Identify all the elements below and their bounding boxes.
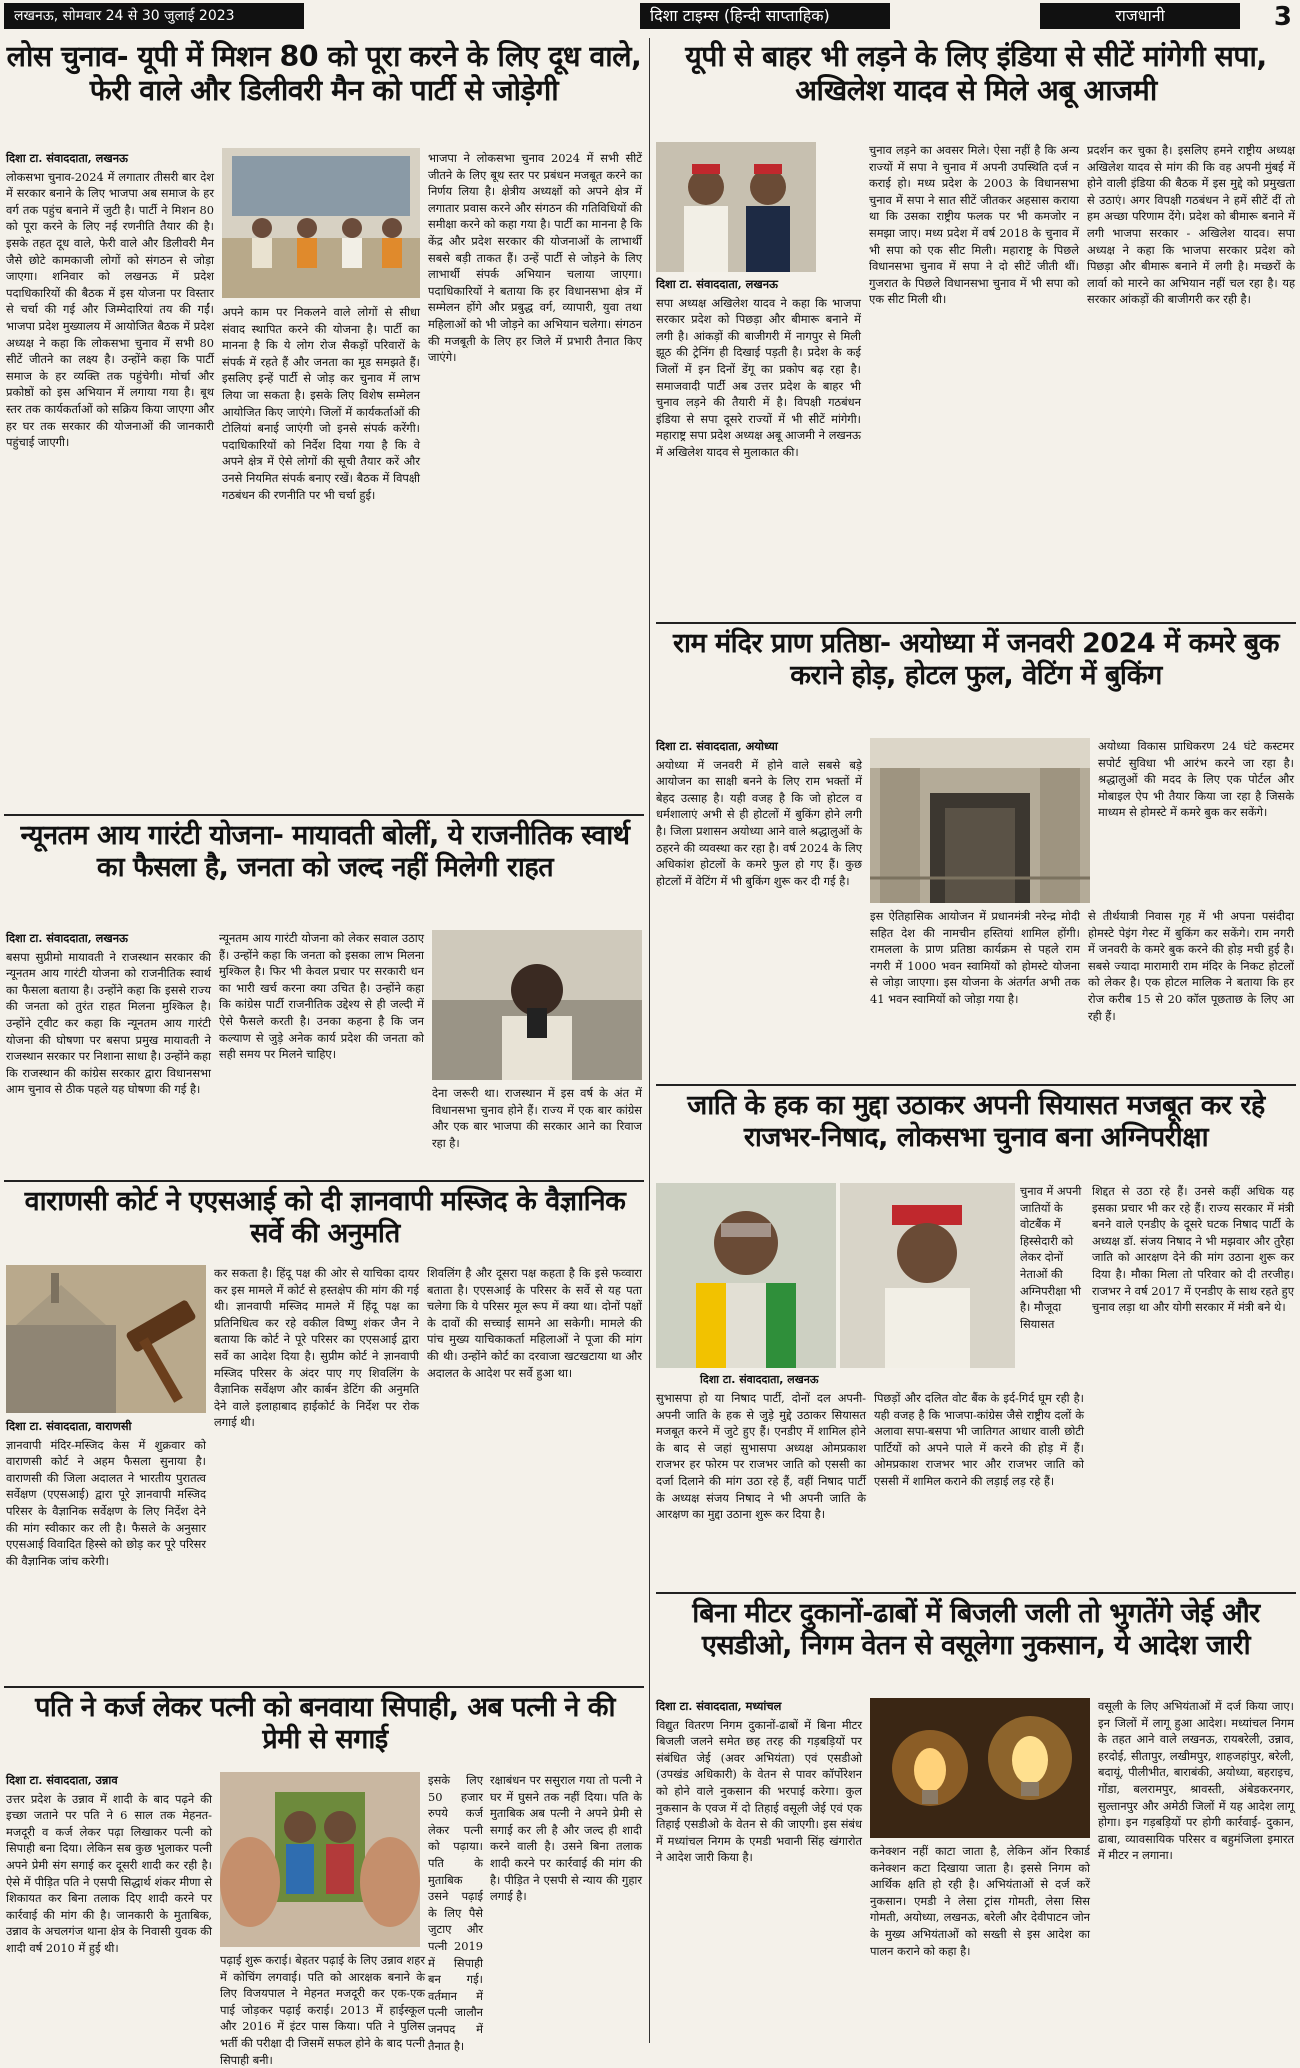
article6-column-1: [656, 1390, 866, 1585]
article1-photo: [222, 148, 420, 298]
masthead-strip: [0, 0, 1300, 36]
section-divider-4: [656, 622, 1296, 624]
article3-headline: राम मंदिर प्राण प्रतिष्ठा- अयोध्या में जनवरी 2024 में कमरे बुक कराने होड़, होटल फुल, वेटिंग में बुकिंग: [672, 628, 1280, 691]
section-label: राजधानी: [1040, 3, 1240, 29]
article1-text-1: लोकसभा चुनाव-2024 में लगातार तीसरी बार देश में सरकार बनाने के लिए भाजपा अब समाज के हर वर्ग तक पहुंच बनाने में जुटी है। पार्टी ने मिशन 80 को पूरा करने के लिए नई रणनीति तैयार की है। इसके तहत दूध वाले, फेरी वाले और डिलीवरी मैन जैसे छोटे कामकाजी लोगों को संगठन से जोड़ा जाएगा। शनिवार को लखनऊ में प्रदेश पदाधिकारियों की बैठक में इस योजना पर विस्तार से चर्चा की गई और जिम्मेदारियां तय की गईं। भाजपा प्रदेश मुख्यालय में आयोजित बैठक में प्रदेश अध्यक्ष ने कहा कि लोकसभा चुनाव में सभी 80 सीटें जीतने का लक्ष्य है। उन्होंने कहा कि पार्टी समाज के हर व्यक्ति तक पहुंचेगी। मोर्चा और प्रकोष्ठों को इस अभियान में लगाया गया है। बूथ स्तर तक कार्यकर्ताओं को सक्रिय किया जाएगा और हर घर तक सरकार की योजनाओं की जानकारी पहुंचाई जाएगी।: [6, 169, 214, 450]
article7-photo: [220, 1772, 420, 1947]
article8-dateline: दिशा टा. संवाददाता, मध्यांचल: [656, 1699, 782, 1713]
article6-column-side: [1020, 1183, 1086, 1383]
article4-column-3: [432, 1085, 642, 1175]
article4-dateline: दिशा टा. संवाददाता, लखनऊ: [6, 931, 128, 945]
paper-name: दिशा टाइम्स (हिन्दी साप्ताहिक): [640, 3, 890, 29]
leaders-photo-icon: [656, 142, 816, 272]
court-gavel-photo-icon: [6, 1265, 206, 1413]
article8-photo: [870, 1698, 1090, 1838]
article7-text-4: रक्षाबंधन पर ससुराल गया तो पत्नी ने घर में घुसने तक नहीं दिया। पति के मुताबिक अब पत्नी ने अपने प्रेमी से सगाई कर ली है और जल्द ही शादी करने वाली है। उसने बिना तलाक शादी करने पर कार्रवाई की मांग की है। पीड़ित ने एसपी से न्याय की गुहार लगाई है।: [490, 1773, 642, 1904]
article5-column-3: [427, 1265, 642, 1680]
article2-text-2: चुनाव लड़ने का अवसर मिले। ऐसा नहीं है कि अन्य राज्यों में सपा ने चुनाव में अपनी उपस्थिति दर्ज न कराई हो। मध्य प्रदेश के 2003 के विधानसभा चुनाव में सपा ने सात सीटें जीतकर अहसास कराया था कि उसका राष्ट्रीय फलक पर भी कमजोर न समझा जाए। मध्य प्रदेश में वर्ष 2018 के चुनाव में भी सपा को एक सीट मिली। महाराष्ट्र के पिछले विधानसभा चुनाव में सपा ने दो सीटें जीती थीं। गुजरात के पिछले विधानसभा चुनाव में भी सपा को एक सीट मिली थी।: [869, 143, 1079, 307]
article2-dateline: दिशा टा. संवाददाता, लखनऊ: [656, 277, 778, 291]
couple-photo-icon: [220, 1772, 420, 1947]
article7-text-2: इसके लिए 50 हजार रुपये कर्ज लेकर पत्नी को पढ़ाया। पति के मुताबिक उसने पढ़ाई के लिए पैसे जुटाए और पत्नी 2019 में सिपाही बन गई। वर्तमान में पत्नी जालौन जनपद में तैनात है।: [428, 1773, 483, 2053]
section-divider-2: [4, 1180, 644, 1182]
article6-dateline: दिशा टा. संवाददाता, लखनऊ: [700, 1373, 819, 1386]
article1-dateline: दिशा टा. संवाददाता, लखनऊ: [6, 151, 128, 165]
article7-headline: पति ने कर्ज लेकर पत्नी को बनवाया सिपाही, अब पत्नी ने की प्रेमी से सगाई: [35, 1692, 615, 1755]
article2-column-1: [656, 276, 861, 616]
article3-text-3: इस ऐतिहासिक आयोजन में प्रधानमंत्री नरेन्द्र मोदी सहित देश की नामचीन हस्तियां शामिल होंगी। रामलला के प्राण प्रतिष्ठा कार्यक्रम से पहले राम नगरी में 1000 भवन स्वामियों को होमस्टे योजना से जोड़ा जाएगा। इस योजना के अंतर्गत अभी तक 41 भवन स्वामियों को जोड़ा गया है।: [870, 909, 1080, 1006]
article1-text-2: अपने काम पर निकलने वाले लोगों से सीधा संवाद स्थापित करने की योजना है। पार्टी का मानना है कि ये लोग रोज सैकड़ों परिवारों के संपर्क में रहते हैं और जनता का मूड समझते हैं। इसलिए इन्हें पार्टी से जोड़ कर चुनाव में लाभ लिया जा सकता है। इसके लिए विशेष सम्मेलन आयोजित किए जाएंगे। जिलों में कार्यकर्ताओं की टोलियां बनाई जाएंगी जो इनसे संपर्क करेंगी। पदाधिकारियों को निर्देश दिया गया है कि वे अपने क्षेत्र में ऐसे लोगों की सूची तैयार करें और उनसे नियमित संपर्क बनाए रखें। बैठक में विपक्षी गठबंधन की रणनीति पर भी चर्चा हुई।: [222, 305, 420, 502]
bulb-photo-icon: [870, 1698, 1090, 1838]
article7-dateline: दिशा टा. संवाददाता, उन्नाव: [6, 1773, 118, 1787]
leader-rajbhar-photo-icon: [656, 1183, 836, 1368]
article6-text-side: चुनाव में अपनी जातियों के वोटबैंक में हिस्सेदारी को लेकर दोनों नेताओं की अग्निपरीक्षा भी है। मौजूदा सियासत: [1020, 1184, 1082, 1331]
article6-column-2: [874, 1390, 1084, 1585]
article6-text-2: पिछड़ों और दलित वोट बैंक के इर्द-गिर्द घूम रही है। यही वजह है कि भाजपा-कांग्रेस जैसे राष्ट्रीय दलों के अलावा सपा-बसपा भी जातिगत आधार वाली छोटी पार्टियों को अपने पाले में करने की होड़ में हैं। ओमप्रकाश राजभर भार और राजभर जाति को एससी में शामिल कराने की लड़ाई लड़ रहे हैं।: [874, 1391, 1084, 1488]
article1-column-1: [6, 150, 214, 810]
article5-text-2: कर सकता है। हिंदू पक्ष की ओर से याचिका दायर कर इस मामले में कोर्ट से हस्तक्षेप की मांग की गई थी। ज्ञानवापी मस्जिद मामले में हिंदू पक्ष का प्रतिनिधित्व कर रहे वकील विष्णु शंकर जैन ने बताया कि कोर्ट ने पूरे परिसर का एएसआई द्वारा सर्वे का आदेश दिया है। सुप्रीम कोर्ट ने ज्ञानवापी मस्जिद परिसर के अंदर पाए गए शिवलिंग के वैज्ञानिक सर्वेक्षण और कार्बन डेटिंग की अनुमति देने वाले इलाहाबाद हाईकोर्ट के निर्देश पर रोक लगाई थी।: [214, 1266, 419, 1430]
article3-text-2: अयोध्या विकास प्राधिकरण 24 घंटे कस्टमर सपोर्ट सुविधा भी आरंभ करने जा रहा है। श्रद्धालुओं की मदद के लिए एक पोर्टल और मोबाइल ऐप भी तैयार किया जा रहा है जिसके माध्यम से होमस्टे में कमरे बुक कर सकेंगे।: [1098, 739, 1294, 820]
article8-column-2: [870, 1843, 1090, 2044]
article4-column-2: [219, 930, 424, 1175]
article4-photo: [432, 930, 642, 1080]
article3-photo: [870, 738, 1090, 903]
article3-column-2: [1098, 738, 1294, 903]
article7-column-4: [490, 1772, 642, 2044]
page-number: 3: [1273, 2, 1292, 32]
article5-photo: [6, 1265, 206, 1413]
article7-column-1: [6, 1772, 212, 2044]
article1-column-3: [428, 150, 642, 810]
article3-column-3: [870, 908, 1080, 1078]
article6-text-3: शिद्दत से उठा रहे हैं। उनसे कहीं अधिक यह इसका प्रचार भी कर रहे हैं। राज्य सरकार में मंत्री बनने वाले एनडीए के दूसरे घटक निषाद पार्टी के अध्यक्ष डॉ. संजय निषाद ने भी मझवार और तुरैहा जाति को आरक्षण देने की मांग उठाना शुरू कर दिया है। मौका मिला तो परिवार को दी तरजीह। राजभर ने वर्ष 2017 में एनडीए के साथ रहते हुए चुनाव लड़ा था और योगी सरकार में मंत्री बने थे।: [1092, 1184, 1294, 1315]
article2-column-2: [869, 142, 1079, 616]
section-divider: [4, 814, 644, 816]
article1-column-2: [222, 304, 420, 809]
article8-column-1: [656, 1698, 862, 2044]
article4-text-2: न्यूनतम आय गारंटी योजना को लेकर सवाल उठाए हैं। उन्होंने कहा कि जनता को इसका लाभ मिलना मुश्किल है। फिर भी केवल प्रचार पर सरकारी धन का भारी खर्च करना क्या उचित है। उन्होंने कहा कि कांग्रेस पार्टी राजनीतिक उद्देश्य से ही जल्दी में ऐसे फैसले करती है। उनका कहना है कि जन कल्याण से जुड़े अनेक कार्य प्रदेश की जनता को सही समय पर मिलने चाहिए।: [219, 931, 424, 1062]
article8-headline: बिना मीटर दुकानों-ढाबों में बिजली जली तो भुगतेंगे जेई और एसडीओ, निगम वेतन से वसूलेगा नुकसान, ये आदेश जारी: [692, 1598, 1260, 1661]
article6-headline: जाति के हक का मुद्दा उठाकर अपनी सियासत मजबूत कर रहे राजभर-निषाद, लोकसभा चुनाव बना अग्निपरीक्षा: [687, 1090, 1265, 1153]
article2-column-3: [1087, 142, 1295, 616]
article7-column-2: [428, 1772, 483, 2053]
article5-text-1: ज्ञानवापी मंदिर-मस्जिद केस में शुक्रवार को वाराणसी कोर्ट ने अहम फैसला सुनाया है। वाराणसी की जिला अदालत ने भारतीय पुरातत्व सर्वेक्षण (एएसआई) द्वारा पूरे ज्ञानवापी मस्जिद परिसर के वैज्ञानिक सर्वेक्षण के लिए निर्देश देने की मांग स्वीकार कर ली है। फैसले के अनुसार एएसआई विवादित हिस्से को छोड़ कर पूरे परिसर की वैज्ञानिक जांच करेगी।: [6, 1437, 206, 1568]
article2-photo: [656, 142, 816, 272]
temple-photo-icon: [870, 738, 1090, 903]
meeting-photo-icon: [222, 148, 420, 298]
article6-photo-2: [840, 1183, 1015, 1368]
article8-column-3: [1098, 1698, 1294, 2044]
article2-text-1: सपा अध्यक्ष अखिलेश यादव ने कहा कि भाजपा सरकार प्रदेश को पिछड़ा और बीमारू बनाने में लगी है। आंकड़ों की बाजीगरी में नागपुर से मिली झूठ की ट्रेनिंग ही दिखाई पड़ती है। प्रदेश के कई जिलों में इन दिनों डेंगू का प्रकोप बढ़ रहा है। समाजवादी पार्टी अब उत्तर प्रदेश के बाहर भी चुनाव लड़ने की तैयारी में है। विपक्षी गठबंधन इंडिया से सपा दूसरे राज्यों में भी सीटें मांगेगी। महाराष्ट्र सपा प्रदेश अध्यक्ष अबू आजमी ने लखनऊ में अखिलेश यादव से मुलाकात की।: [656, 295, 861, 459]
article7-text-3: पढ़ाई शुरू कराई। बेहतर पढ़ाई के लिए उन्नाव शहर में कोचिंग लगवाई। पति को आरक्षक बनाने के लिए विजयपाल ने मेहनत मजदूरी कर एक-एक पाई जोड़कर पढ़ाई कराई। 2013 में हाईस्कूल और 2016 में इंटर पास किया। पति ने पुलिस भर्ती की परीक्षा दी जिसमें सफल होने के बाद पत्नी सिपाही बनी।: [220, 1953, 425, 2067]
section-divider-3: [4, 1686, 644, 1688]
article5-dateline: दिशा टा. संवाददाता, वाराणसी: [6, 1419, 132, 1433]
article4-text-1: बसपा सुप्रीमो मायावती ने राजस्थान सरकार की न्यूनतम आय गारंटी योजना को राजनीतिक स्वार्थ का फैसला बताया है। उन्होंने कहा कि इससे राज्य की जनता को तुरंत राहत मिलना मुश्किल है। उन्होंने ट्वीट कर कहा कि न्यूनतम आय गारंटी योजना की घोषणा पर बसपा प्रमुख मायावती ने राजस्थान सरकार पर निशाना साधा है। उन्होंने कहा कि राजस्थान की कांग्रेस सरकार द्वारा विधानसभा आम चुनाव से ठीक पहले यह घोषणा की गई है।: [6, 949, 211, 1097]
article5-headline: वाराणसी कोर्ट ने एएसआई को दी ज्ञानवापी मस्जिद के वैज्ञानिक सर्वे की अनुमति: [24, 1186, 626, 1249]
section-divider-6: [656, 1592, 1296, 1594]
article8-text-2: कनेक्शन नहीं काटा जाता है, लेकिन ऑन रिकार्ड कनेक्शन कटा दिखाया जाता है। इससे निगम को आर्थिक क्षति हो रही है। अभियंताओं से दर्ज करें नुकसान। एमडी ने लेसा ट्रांस गोमती, लेसा सिस गोमती, अयोध्या, लखनऊ, बरेली और देवीपाटन जोन के मुख्य अभियंताओं को सख्ती से इस आदेश का पालन कराने को कहा है।: [870, 1844, 1090, 1958]
section-divider-5: [656, 1084, 1296, 1086]
issue-date-strip: लखनऊ, सोमवार 24 से 30 जुलाई 2023: [4, 3, 304, 29]
article5-column-1: [6, 1418, 206, 1680]
article2-headline: यूपी से बाहर भी लड़ने के लिए इंडिया से सीटें मांगेगी सपा, अखिलेश यादव से मिले अबू आजमी: [685, 40, 1267, 107]
article4-column-1: [6, 930, 211, 1175]
article6-photo-1: [656, 1183, 836, 1368]
article3-text-4: से तीर्थयात्री निवास गृह में भी अपना पसंदीदा होमस्टे पेइंग गेस्ट में बुकिंग कर सकेंगे। राम नगरी में जनवरी के कमरे बुक करने की होड़ मची हुई है। सबसे ज्यादा मारामारी राम मंदिर के निकट होटलों को लेकर है। एक होटल मालिक ने बताया कि हर रोज करीब 15 से 20 कॉल पूछताछ के लिए आ रही हैं।: [1088, 909, 1294, 1023]
article4-text-3: देना जरूरी था। राजस्थान में इस वर्ष के अंत में विधानसभा चुनाव होने हैं। राज्य में एक बार कांग्रेस और एक बार भाजपा की सरकार आने का रिवाज रहा है।: [432, 1086, 642, 1150]
article3-dateline: दिशा टा. संवाददाता, अयोध्या: [656, 739, 778, 753]
article6-text-1: सुभासपा हो या निषाद पार्टी, दोनों दल अपनी-अपनी जाति के हक से जुड़े मुद्दे उठाकर सियासत मजबूत करने में जुटे हुए हैं। एनडीए में शामिल होने के बाद से जहां सुभासपा अध्यक्ष ओमप्रकाश राजभर हर फोरम पर राजभर जाति को एससी का दर्जा दिलाने की मांग उठा रहे हैं, वहीं निषाद पार्टी के अध्यक्ष संजय निषाद ने भी अपनी जाति के आरक्षण का मुद्दा उठाना शुरू कर दिया है।: [656, 1391, 866, 1522]
article6-column-3: [1092, 1183, 1294, 1585]
article3-column-4: [1088, 908, 1294, 1078]
article2-text-3: प्रदर्शन कर चुका है। इसलिए हमने राष्ट्रीय अध्यक्ष अखिलेश यादव से मांग की कि वह अपनी मुंबई में होने वाली इंडिया की बैठक में इस मुद्दे को प्रमुखता से उठाएं। अगर विपक्षी गठबंधन ने हमें सीटें दीं तो हम अच्छा परिणाम देंगे। प्रदेश को बीमारू बनाने में लगी भाजपा सरकार - अखिलेश यादव। सपा अध्यक्ष ने कहा कि भाजपा सरकार प्रदेश को पिछड़ा और बीमारू बनाने में लगी है। मच्छरों के लार्वा को मारने का अभियान नहीं चल रहा है। यह सरकार आंकड़ों की बाजीगरी कर रही है।: [1087, 143, 1295, 307]
article7-column-3: [220, 1952, 425, 2067]
article5-column-2: [214, 1265, 419, 1680]
article8-text-1: विद्युत वितरण निगम दुकानों-ढाबों में बिना मीटर बिजली जलने समेत छह तरह की गड़बड़ियों पर संबंधित जेई (अवर अभियंता) एवं एसडीओ (उपखंड अधिकारी) के वेतन से पावर कॉर्पोरेशन को होने वाले नुकसान की भरपाई करेगा। कुल नुकसान के एवज में दो तिहाई वसूली जेई एवं एक तिहाई एसडीओ के वेतन से की जाएगी। इस संबंध में मध्यांचल निगम के एमडी भवानी सिंह खंगारोत ने आदेश जारी किया है।: [656, 1717, 862, 1865]
article1-text-3: भाजपा ने लोकसभा चुनाव 2024 में सभी सीटें जीतने के लिए बूथ स्तर पर प्रबंधन मजबूत करने का निर्णय लिया है। क्षेत्रीय अध्यक्षों को अपने क्षेत्र में लगातार प्रवास करने और संगठन की गतिविधियों की समीक्षा करने को कहा गया है। पार्टी का मानना है कि केंद्र और प्रदेश सरकार की योजनाओं के लाभार्थी सबसे बड़ी ताकत हैं। उन्हें पार्टी से जोड़ने के लिए लाभार्थी संपर्क अभियान चलाया जाएगा। पदाधिकारियों ने बताया कि हर विधानसभा क्षेत्र में सम्मेलन होंगे और प्रबुद्ध वर्ग, व्यापारी, युवा तथा महिलाओं को भी जोड़ने का अभियान चलेगा। संगठन की मजबूती के लिए हर जिले में प्रभारी तैनात किए जाएंगे।: [428, 151, 642, 365]
article7-text-1: उत्तर प्रदेश के उन्नाव में शादी के बाद पढ़ने की इच्छा जताने पर पति ने 6 साल तक मेहनत-मजदूरी व कर्ज लेकर पढ़ा लिखाकर पत्नी को सिपाही बना दिया। लेकिन सब कुछ भुलाकर पत्नी अपने प्रेमी संग सगाई कर दूसरी शादी कर रही है। ऐसे में पीड़ित पति ने एसपी सिद्धार्थ शंकर मीणा से शिकायत कर बिना तलाक दिए शादी करने पर कार्रवाई की मांग की है। जानकारी के मुताबिक, उन्नाव के अचलगंज थाना क्षेत्र के निवासी युवक की शादी वर्ष 2010 में हुई थी।: [6, 1791, 212, 1955]
leader-nishad-photo-icon: [840, 1183, 1015, 1368]
article3-text-1: अयोध्या में जनवरी में होने वाले सबसे बड़े आयोजन का साक्षी बनने के लिए राम भक्तों में बेहद उत्साह है। यही वजह है कि जो होटल व धर्मशालाएं अभी से ही होटलों में बुकिंग होने लगी है। जिला प्रशासन अयोध्या आने वाले श्रद्धालुओं के ठहरने की व्यवस्था कर रहा है। वर्ष 2024 के लिए अधिकांश होटलों के कमरे फुल हो गए हैं। कुछ होटलों में वेटिंग में भी बुकिंग शुरू कर दी गई है।: [656, 757, 862, 888]
column-divider: [649, 38, 650, 2043]
article3-column-1: [656, 738, 862, 1078]
speaker-photo-icon: [432, 930, 642, 1080]
article5-text-3: शिवलिंग है और दूसरा पक्ष कहता है कि इसे फव्वारा बताता है। एएसआई के परिसर के सर्वे से यह पता चलेगा कि ये परिसर मूल रूप में क्या था। दोनों पक्षों के दावों की सच्चाई सामने आ सकेगी। मामले की पांच मुख्य याचिकाकर्ता महिलाओं ने पूजा की मांग की थी। उन्होंने कोर्ट का दरवाजा खटखटाया था और अदालत के आदेश पर सर्वे हुआ था।: [427, 1266, 642, 1380]
article1-headline: लोस चुनाव- यूपी में मिशन 80 को पूरा करने के लिए दूध वाले, फेरी वाले और डिलीवरी मैन को पार्टी से जोड़ेगी: [6, 40, 642, 107]
article8-text-3: वसूली के लिए अभियंताओं में दर्ज किया जाए। इन जिलों में लागू हुआ आदेश। मध्यांचल निगम के तहत आने वाले लखनऊ, रायबरेली, उन्नाव, हरदोई, सीतापुर, लखीमपुर, शाहजहांपुर, बरेली, बदायूं, पीलीभीत, बाराबंकी, अयोध्या, बहराइच, गोंडा, बलरामपुर, श्रावस्ती, अंबेडकरनगर, सुल्तानपुर और अमेठी जिलों में यह आदेश लागू होगा। इन गड़बड़ियों पर होगी कार्रवाई- दुकान, ढाबा, व्यावसायिक परिसर व बहुमंजिला इमारत में मीटर न लगाना।: [1098, 1699, 1294, 1863]
article4-headline: न्यूनतम आय गारंटी योजना- मायावती बोलीं, ये राजनीतिक स्वार्थ का फैसला है, जनता को जल्द नहीं मिलेगी राहत: [20, 820, 630, 883]
